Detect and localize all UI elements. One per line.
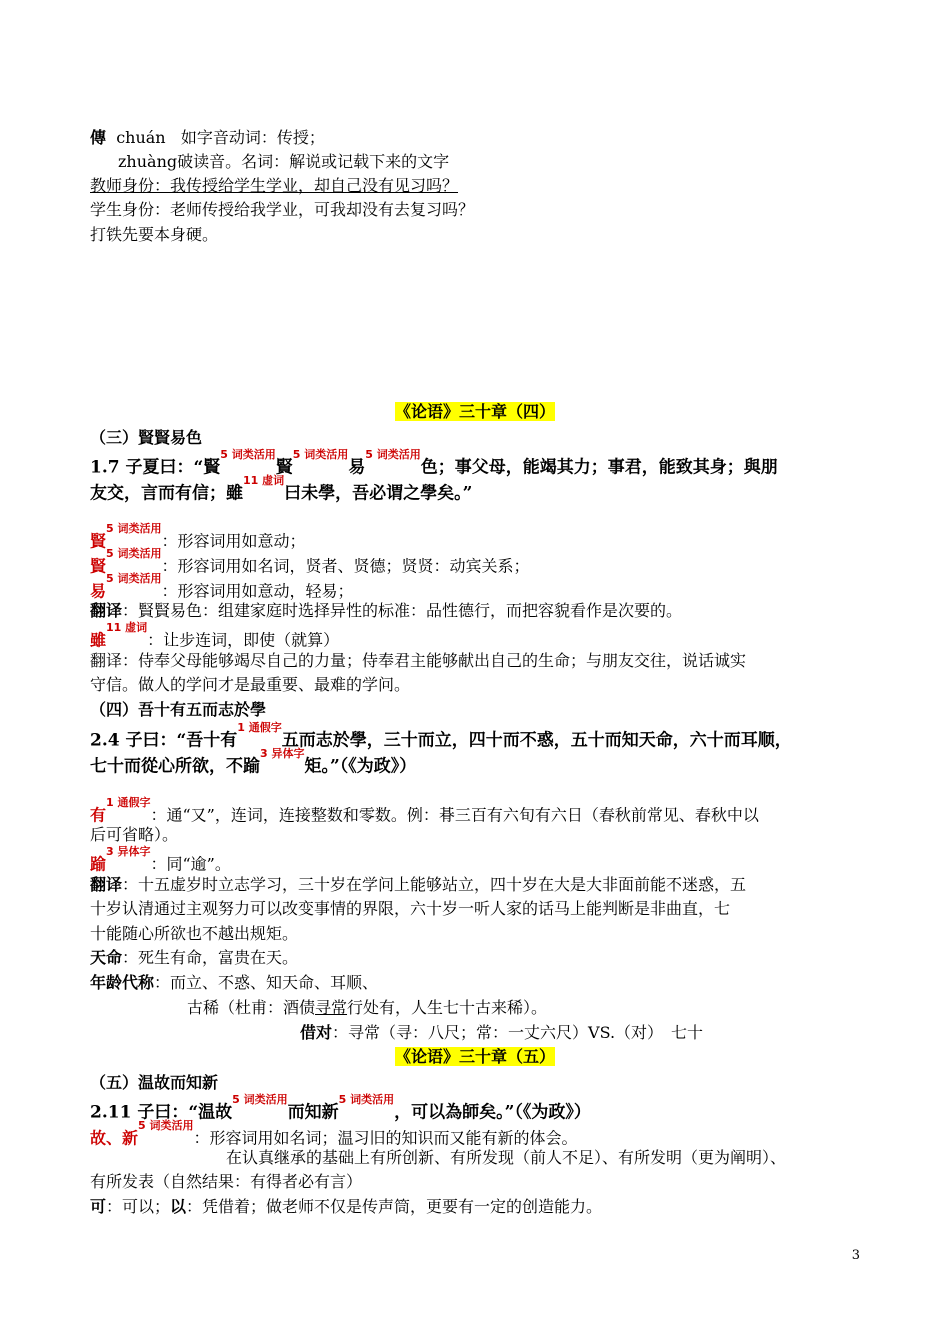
s4-note-2-tag: 3 异体字 [106,845,151,858]
s3-q-rest1: 色；事父母，能竭其力；事君，能致其身；與朋 [420,457,778,478]
s5-tag-1: 5 词类活用 [232,1093,288,1106]
s4-jiedui-label: 借对 [300,1023,333,1042]
s3-q-line2a: 友交，言而有信；雖 [90,483,243,504]
s5-yi-label: 以 [170,1197,187,1216]
s3-note-1-text: ：形容词用如意动； [161,531,306,551]
tag-word-class-3: 5 词类活用 [365,448,421,461]
s3-note-1-char: 賢 [90,531,107,551]
s4-quote-line-2 [90,747,417,777]
teacher-line: 教师身份：我传授给学生学业，却自己没有见习吗？ [90,176,459,195]
s4-note-1-line-2: 后可省略）。 [90,825,179,844]
s4-age-names [90,973,378,993]
s4-q-line2b: 矩。”（《为政》） [304,756,417,777]
section-title-5 [0,1047,950,1067]
s4-note-1-tag: 1 通假字 [106,796,151,809]
tag-function-word: 11 虚词 [243,474,285,487]
s5-note-1-char: 故、新 [90,1128,139,1148]
tag-variant-char: 3 异体字 [260,747,305,760]
s3-note-1-tag: 5 词类活用 [106,522,162,535]
s3-note-3-char: 易 [90,581,107,601]
section-title-5-text: 《论语》三十章（五） [394,1047,555,1066]
s4-translation-text-1: ：十五虚岁时立志学习，三十岁在学问上能够站立，四十岁在大是大非面前能不迷惑，五 [122,875,747,894]
s4-note-2 [90,845,231,874]
s5-note-1-tag: 5 词类活用 [138,1119,194,1132]
s4-translation-line-1 [90,875,746,895]
s3-q-mid2: 易 [348,457,366,478]
s5-note-1 [90,1119,578,1148]
s3-translation-2-line-2: 守信。做人的学问才是最重要、最难的学问。 [90,675,411,694]
page-number: 3 [851,1248,860,1263]
s5-note-1-line-3: 有所发表（自然结果：有得者必有言） [90,1172,363,1191]
s3-quote-line-1 [90,448,778,478]
s4-heading: （四）吾十有五而志於學 [90,700,267,719]
s4-age-text: ：而立、不惑、知天命、耳顺、 [154,973,379,992]
s3-translation-2-line-1: 翻译：侍奉父母能够竭尽自己的力量；侍奉君主能够献出自己的生命；与朋友交往，说话诚实 [90,651,747,670]
s3-translation-text: ：賢賢易色：组建家庭时选择异性的标准：品性德行，而把容貌看作是次要的。 [122,601,683,620]
s4-jiedui [300,1023,703,1043]
s3-q-prefix: 1.7 子夏曰：“賢 [90,457,221,478]
s4-guxi-a: 古稀（杜甫：酒债 [187,998,316,1017]
s3-translation-label: 翻译 [90,601,123,620]
s3-note-2-char: 賢 [90,556,107,576]
chuan-def-2: 破读音。名词：解说或记载下来的文字 [177,152,450,171]
s5-q-mid: 而知新 [287,1102,339,1123]
s4-note-1 [90,796,759,825]
s3-note-4-char: 雖 [90,630,107,650]
s3-note-4 [90,621,340,650]
chuan-line-1 [90,128,325,148]
s5-yi-text: ：凭借着；做老师不仅是传声筒，更要有一定的创造能力。 [186,1197,603,1216]
s5-ke-yi [90,1197,602,1217]
chuan-pinyin-2: zhuàng [118,152,178,171]
s3-q-line2b: 曰未學，吾必谓之學矣。” [284,483,473,504]
s4-translation-label: 翻译 [90,875,123,894]
s4-note-1-char: 有 [90,805,107,825]
s5-q-prefix: 2.11 子曰：“温故 [90,1102,233,1123]
chuan-line-2 [118,152,449,172]
s5-note-1-line-2: 在认真继承的基础上有所创新、有所发现（前人不足）、有所发明（更为阐明）、 [226,1148,787,1167]
student-line: 学生身份：老师传授给我学业，可我却没有去复习吗？ [90,200,475,219]
section-title-4 [0,402,950,422]
s4-guxi [187,998,547,1018]
section-title-4-text: 《论语》三十章（四） [394,402,555,421]
motto-line: 打铁先要本身硬。 [90,225,219,244]
s4-translation-line-3: 十能随心所欲也不越出规矩。 [90,924,299,943]
tag-word-class-1: 5 词类活用 [220,448,276,461]
s4-q-line2a: 七十而從心所欲，不踰 [90,756,260,777]
tag-word-class-2: 5 词类活用 [292,448,349,461]
s5-ke-label: 可 [90,1197,107,1216]
s4-q-rest1: 五而志於學，三十而立，四十而不惑，五十而知天命，六十而耳顺， [281,730,792,751]
s4-guxi-underlined: 寻常 [315,998,348,1017]
s3-note-4-text: ：让步连词，即使（就算） [147,630,340,650]
s3-note-3 [90,572,354,601]
s3-translation [90,601,682,621]
s4-q-prefix: 2.4 子曰：“吾十有 [90,730,238,751]
s4-tianming-text: ：死生有命，富贵在天。 [122,948,299,967]
s4-age-label: 年龄代称 [90,973,155,992]
s4-note-2-text: ：同“逾”。 [150,854,231,874]
s3-quote-line-2 [90,474,473,504]
s3-note-3-tag: 5 词类活用 [106,572,162,585]
tag-loan-char: 1 通假字 [237,721,282,734]
chuan-pinyin-1: chuán [116,128,166,147]
s3-note-2-tag: 5 词类活用 [106,547,162,560]
chuan-char: 傳 [90,128,107,147]
s5-heading: （五）温故而知新 [90,1073,219,1092]
s3-note-2-text: ：形容词用如名词，贤者、贤德；贤贤：动宾关系； [161,556,530,576]
s5-ke-text: ：可以； [106,1197,171,1216]
s5-q-rest: ，可以為師矣。”（《为政》） [394,1102,591,1123]
s4-quote-line-1 [90,721,792,751]
s4-tianming [90,948,298,968]
s3-note-4-tag: 11 虚词 [106,621,148,634]
s4-jiedui-text: ：寻常（寻：八尺；常：一丈六尺）VS.（对） 七十 [332,1023,704,1042]
s4-guxi-b: 行处有，人生七十古来稀）。 [347,998,548,1017]
s5-note-1-text: ：形容词用如名词；温习旧的知识而又能有新的体会。 [193,1128,578,1148]
s3-q-mid1: 賢 [275,457,293,478]
s4-note-2-char: 踰 [90,854,107,874]
s4-note-1-text: ：通“又”，连词，连接整数和零数。例：朞三百有六旬有六日（春秋前常见、春秋中以 [150,805,759,825]
chuan-def-1: 如字音动词：传授； [180,128,325,147]
s4-tianming-label: 天命 [90,948,123,967]
s3-note-3-text: ：形容词用如意动，轻易； [161,581,354,601]
s4-translation-line-2: 十岁认清通过主观努力可以改变事情的界限，六十岁一听人家的话马上能判断是非曲直，七 [90,899,731,918]
s3-heading: （三）賢賢易色 [90,428,203,447]
s5-tag-2: 5 词类活用 [338,1093,395,1106]
